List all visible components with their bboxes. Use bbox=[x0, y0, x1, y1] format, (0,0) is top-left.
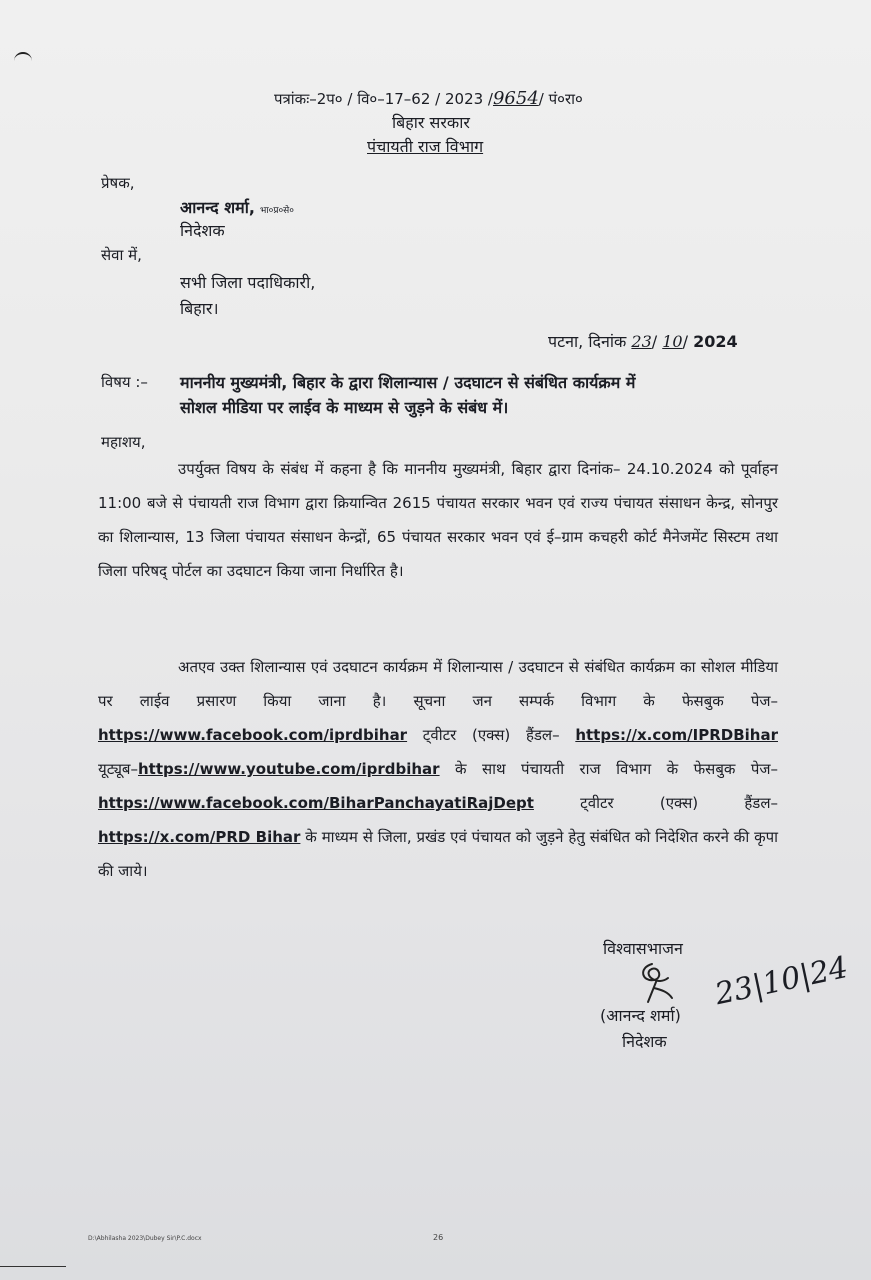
corner-mark bbox=[14, 52, 32, 64]
sender-service: भा०प्र०से० bbox=[260, 206, 294, 216]
recipient-state: बिहार। bbox=[180, 299, 219, 318]
sender-name-line bbox=[180, 196, 294, 218]
subject-line-1: माननीय मुख्यमंत्री, बिहार के द्वारा शिलान्यास / उदघाटन से संबंधित कार्यक्रम में bbox=[180, 373, 636, 392]
bottom-rule bbox=[0, 1266, 66, 1267]
paragraph-2-text-f: के माध्यम से जिला, प्रखंड एवं पंचायत को जुड़ने हेतु संबंधित को निदेशित करने की कृपा की जाये। bbox=[98, 828, 779, 880]
date-place: पटना, दिनांक bbox=[548, 332, 627, 351]
subject-line-2: सोशल मीडिया पर लाईव के माध्यम से जुड़ने के संबंध में। bbox=[180, 398, 509, 417]
government-name: बिहार सरकार bbox=[392, 113, 470, 132]
recipient: सभी जिला पदाधिकारी, bbox=[180, 273, 316, 292]
signatory-name: (आनन्द शर्मा) bbox=[600, 1006, 681, 1025]
paragraph-2-text-d: के साथ पंचायती राज विभाग के फेसबुक पेज– bbox=[439, 760, 778, 778]
paragraph-2 bbox=[98, 650, 778, 888]
dept-x-link[interactable]: https://x.com/PRD Bihar bbox=[98, 828, 301, 846]
paragraph-2-text-e: ट्वीटर (एक्स) हैंडल– bbox=[533, 794, 778, 812]
sender-designation: निदेशक bbox=[180, 221, 225, 240]
closing: विश्वासभाजन bbox=[603, 939, 683, 958]
department-name: पंचायती राज विभाग bbox=[367, 137, 484, 156]
date-month: 10 bbox=[662, 332, 683, 351]
page-number: 26 bbox=[433, 1233, 444, 1242]
sender-name: आनन्द शर्मा, bbox=[180, 198, 255, 217]
ipr-x-link[interactable]: https://x.com/IPRDBihar bbox=[575, 726, 778, 744]
paragraph-2-text-c: यूट्यूब– bbox=[98, 760, 138, 778]
date-day: 23 bbox=[631, 332, 652, 351]
subject-label: विषय :– bbox=[101, 373, 148, 391]
paragraph-2-text-a: अतएव उक्त शिलान्यास एवं उदघाटन कार्यक्रम में शिलान्यास / उदघाटन से संबंधित कार्यक्रम का सोशल मीडिया पर लाईव प्रसारण किया जाना है। सूचना जन सम्पर्क विभाग के फेसबुक पेज– bbox=[98, 658, 778, 710]
salutation: महाशय, bbox=[101, 433, 146, 451]
ref-handwritten-number: 9654 bbox=[492, 88, 539, 109]
to-label: सेवा में, bbox=[101, 246, 142, 264]
ref-suffix: / पं०रा० bbox=[538, 90, 583, 108]
reference-number bbox=[274, 88, 583, 109]
handwritten-sign-date: 23|10|24 bbox=[712, 949, 852, 1013]
signatory-designation: निदेशक bbox=[622, 1032, 667, 1051]
paragraph-1 bbox=[98, 452, 778, 588]
date-line: पटना, दिनांक 23/ 10/ 2024 bbox=[548, 332, 738, 351]
paragraph-1-text: उपर्युक्त विषय के संबंध में कहना है कि माननीय मुख्यमंत्री, बिहार द्वारा दिनांक– 24.10.2024 को पूर्वाहन 11:00 बजे से पंचायती राज विभाग द्वारा क्रियान्वित 2615 पंचायत सरकार भवन एवं राज्य पंचायत संसाधन केन्द्र, सोनपुर का शिलान्यास, 13 जिला पंचायत संसाधन केन्द्रों, 65 पंचायत सरकार भवन एवं ई–ग्राम कचहरी कोर्ट मैनेजमेंट सिस्टम तथा जिला परिषद् पोर्टल का उदघाटन किया जाना निर्धारित है। bbox=[98, 460, 778, 580]
signature-icon bbox=[628, 958, 688, 1006]
footer-file-path: D:\Abhilasha 2023\Dubey Sir\P.C.docx bbox=[88, 1235, 202, 1242]
dept-facebook-link[interactable]: https://www.facebook.com/BiharPanchayatiRajDept bbox=[98, 794, 534, 812]
sender-label: प्रेषक, bbox=[101, 174, 135, 192]
ipr-facebook-link[interactable]: https://www.facebook.com/iprdbihar bbox=[98, 726, 408, 744]
ipr-youtube-link[interactable]: https://www.youtube.com/iprdbihar bbox=[138, 760, 440, 778]
paragraph-2-text-b: ट्वीटर (एक्स) हैंडल– bbox=[407, 726, 560, 744]
date-year: 2024 bbox=[693, 332, 738, 351]
ref-text: पत्रांकः–2प० / वि०–17–62 / 2023 / bbox=[274, 90, 493, 108]
